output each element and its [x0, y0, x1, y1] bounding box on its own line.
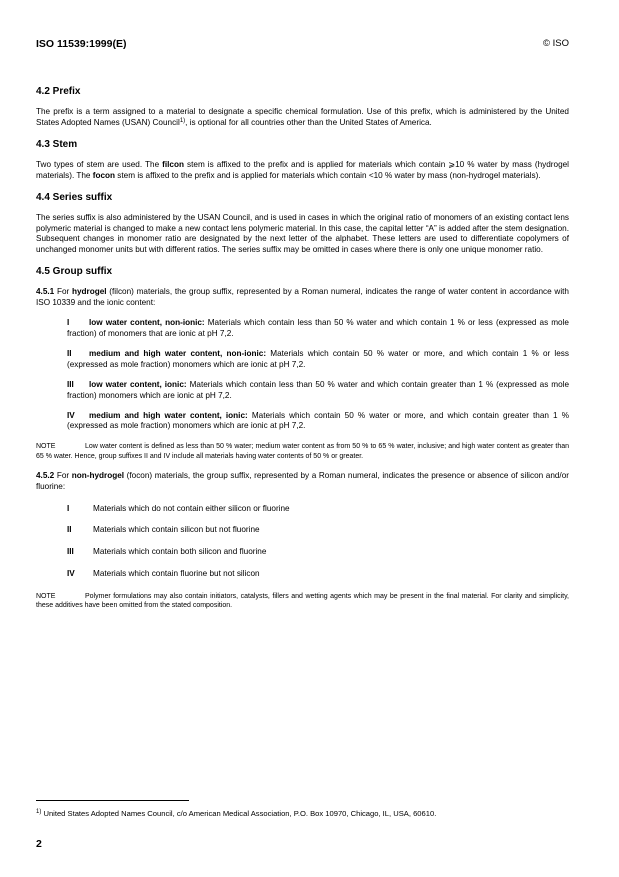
list-item	[67, 411, 569, 433]
heading-4-4: 4.4 Series suffix	[36, 191, 113, 203]
roman-numeral: II	[67, 525, 72, 535]
note-additives	[36, 592, 569, 610]
footnote-text: United States Adopted Names Council, c/o American Medical Association, P.O. Box 10970, Chicago, IL, USA, 60610.	[41, 809, 437, 818]
roman-numeral: I	[67, 318, 70, 328]
clause-text-a: For	[54, 287, 72, 297]
item-heading: medium and high water content, ionic:	[89, 410, 248, 420]
main-content	[36, 86, 569, 611]
footnote	[36, 809, 436, 818]
list-item	[67, 380, 569, 402]
list-item	[67, 547, 569, 558]
stem-paragraph	[36, 160, 569, 182]
footnote-divider	[36, 800, 189, 801]
note-water-content	[36, 442, 569, 460]
roman-numeral: I	[67, 503, 70, 513]
clause-number: 4.5.1	[36, 287, 55, 297]
item-heading: low water content, ionic:	[89, 379, 187, 389]
item-text: Materials which do not contain either silicon or fluorine	[93, 503, 290, 513]
series-suffix-paragraph: The series suffix is also administered by the USAN Council, and is used in cases in which the original ratio of monomers of an existing contact lens polymeric material is changed to make a new contact lens polymeric material. In this case, the capital letter “A” is added after the stem designation. Subsequent changes in monomer ratio are designated by the next letter of the alphabet. These letters are used to differentiate copolymers of unchanged monomer units but with different ratios. The series suffix may be omitted in cases where there is only one unique monomer ratio.	[36, 212, 569, 255]
list-item	[67, 349, 569, 371]
clause-text-b: (focon) materials, the group suffix, represented by a Roman numeral, indicates the presence or absence of silicon and/or fluorine:	[36, 470, 569, 491]
roman-numeral: III	[67, 547, 74, 557]
stem-text-c: stem is affixed to the prefix and is applied for materials which contain <10 % water by mass (non-hydrogel materials).	[115, 170, 541, 180]
item-text: Materials which contain fluorine but not silicon	[93, 569, 260, 579]
list-item	[67, 569, 569, 580]
clause-4-5-2	[36, 471, 569, 493]
non-hydrogel-group-list	[67, 504, 569, 581]
heading-4-3: 4.3 Stem	[36, 138, 78, 150]
clause-text-b: (filcon) materials, the group suffix, represented by a Roman numeral, indicates the range of water content in accordance with ISO 10339 and the ionic content:	[36, 287, 569, 308]
heading-4-2: 4.2 Prefix	[36, 86, 81, 97]
item-text: Materials which contain less than 50 % water and which contain 1 % or less (expressed as mole fraction) of monomers that are ionic at pH 7,2.	[67, 318, 569, 338]
footnote-ref: 1)	[179, 117, 186, 124]
list-item	[67, 504, 569, 515]
stem-text-b: stem is affixed to the prefix and is applied for materials which contain ⩾10 % water by mass (hydrogel materials). The	[36, 159, 569, 180]
standard-designation: ISO 11539:1999(E)	[36, 38, 127, 50]
clause-number: 4.5.2	[36, 470, 55, 480]
filcon-term: filcon	[162, 159, 184, 169]
prefix-text-2: , is optional for all countries other than the United States of America.	[185, 117, 432, 127]
copyright-mark: © ISO	[542, 38, 569, 49]
item-heading: low water content, non-ionic:	[89, 318, 205, 328]
page-number: 2	[36, 838, 42, 850]
roman-numeral: II	[67, 348, 72, 358]
roman-numeral: IV	[67, 410, 75, 420]
note-label: NOTE	[36, 443, 56, 451]
note-text: Low water content is defined as less than 50 % water; medium water content as from 50 % to 65 % water, inclusive; and high water content as greater than 65 % water. Hence, group suffixes II and IV include all materials having water contents of 50 % or greater.	[36, 443, 569, 460]
prefix-text-1: The prefix is a term assigned to a material to designate a specific chemical formulation. Use of this prefix, which is administered by the United States Adopted Names (USAN) Council	[36, 107, 569, 127]
note-text: Polymer formulations may also contain initiators, catalysts, fillers and wetting agents which may be present in the final material. For clarity and simplicity, these additives have been omitted from the stated composition.	[36, 593, 569, 610]
heading-4-5: 4.5 Group suffix	[36, 266, 113, 278]
prefix-paragraph	[36, 107, 569, 129]
roman-numeral: IV	[67, 569, 75, 579]
roman-numeral: III	[67, 379, 74, 389]
list-item	[67, 525, 569, 536]
item-text: Materials which contain 50 % water or more, and which contain 1 % or less (expressed as mole fraction) monomers which are ionic at pH 7,2.	[67, 348, 569, 369]
stem-text-a: Two types of stem are used. The	[36, 159, 163, 169]
hydrogel-group-list	[67, 318, 569, 432]
non-hydrogel-term: non-hydrogel	[71, 470, 125, 480]
focon-term: focon	[92, 170, 116, 180]
hydrogel-term: hydrogel	[71, 287, 107, 297]
note-label: NOTE	[36, 593, 56, 601]
item-text: Materials which contain silicon but not fluorine	[93, 525, 260, 535]
footnote-mark: 1)	[36, 809, 42, 815]
item-text: Materials which contain less than 50 % water and which contain greater than 1 % (expressed as mole fraction) monomers which are ionic at pH 7,2.	[67, 379, 570, 400]
item-text: Materials which contain 50 % water or more, and which contain greater than 1 % (expressed as mole fraction) monomers which are ionic at pH 7,2.	[67, 410, 569, 431]
item-text: Materials which contain both silicon and fluorine	[93, 547, 267, 557]
clause-4-5-1	[36, 287, 569, 309]
clause-text-a: For	[54, 470, 72, 480]
list-item	[67, 318, 569, 340]
item-heading: medium and high water content, non-ionic:	[89, 348, 267, 358]
